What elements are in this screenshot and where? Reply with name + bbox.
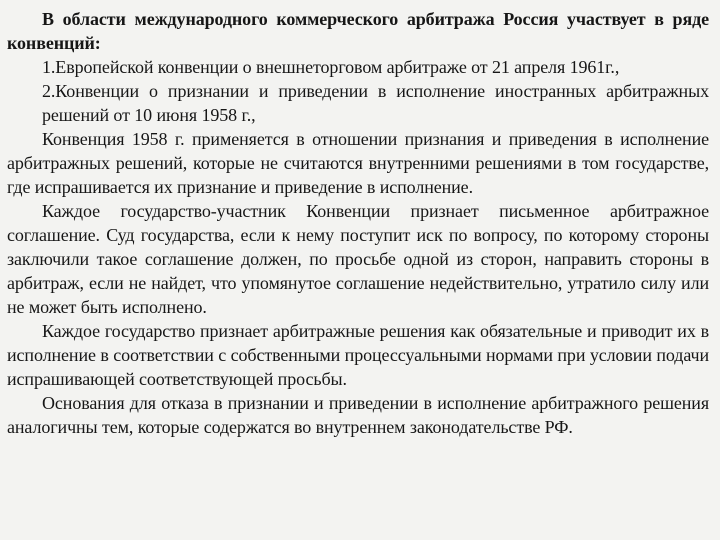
document-body (7, 7, 709, 439)
convention-item-2: 2.Конвенции о признании и приведении в исполнение иностранных арбитражных решений от 10 июня 1958 г., (42, 81, 709, 125)
paragraph-1958-convention-scope: Конвенция 1958 г. применяется в отношении признания и приведения в исполнение арбитражных решений, которые не считаются внутренними решениями в том государстве, где испрашивается их признание и приведение в исполнение. (7, 129, 709, 197)
paragraph-arbitration-agreement: Каждое государство-участник Конвенции признает письменное арбитражное соглашение. Суд государства, если к нему поступит иск по вопросу, по которому стороны заключили такое соглашение должен, по просьбе одной из сторон, направить стороны в арбитраж, если не найдет, что упомянутое соглашение недействительно, утратило силу или не может быть исполнено. (7, 201, 709, 317)
convention-item-1: 1.Европейской конвенции о внешнеторговом арбитраже от 21 апреля 1961г., (42, 57, 620, 77)
paragraph-recognition-of-awards: Каждое государство признает арбитражные решения как обязательные и приводит их в исполнение в соответствии с собственными процессуальными нормами при условии подачи испрашивающей соответствующей просьбы. (7, 321, 709, 389)
paragraph-grounds-for-refusal: Основания для отказа в признании и приведении в исполнение арбитражного решения аналогичны тем, которые содержатся во внутреннем законодательстве РФ. (7, 393, 709, 437)
document-heading: В области международного коммерческого арбитража Россия участвует в ряде конвенций: (7, 9, 709, 53)
